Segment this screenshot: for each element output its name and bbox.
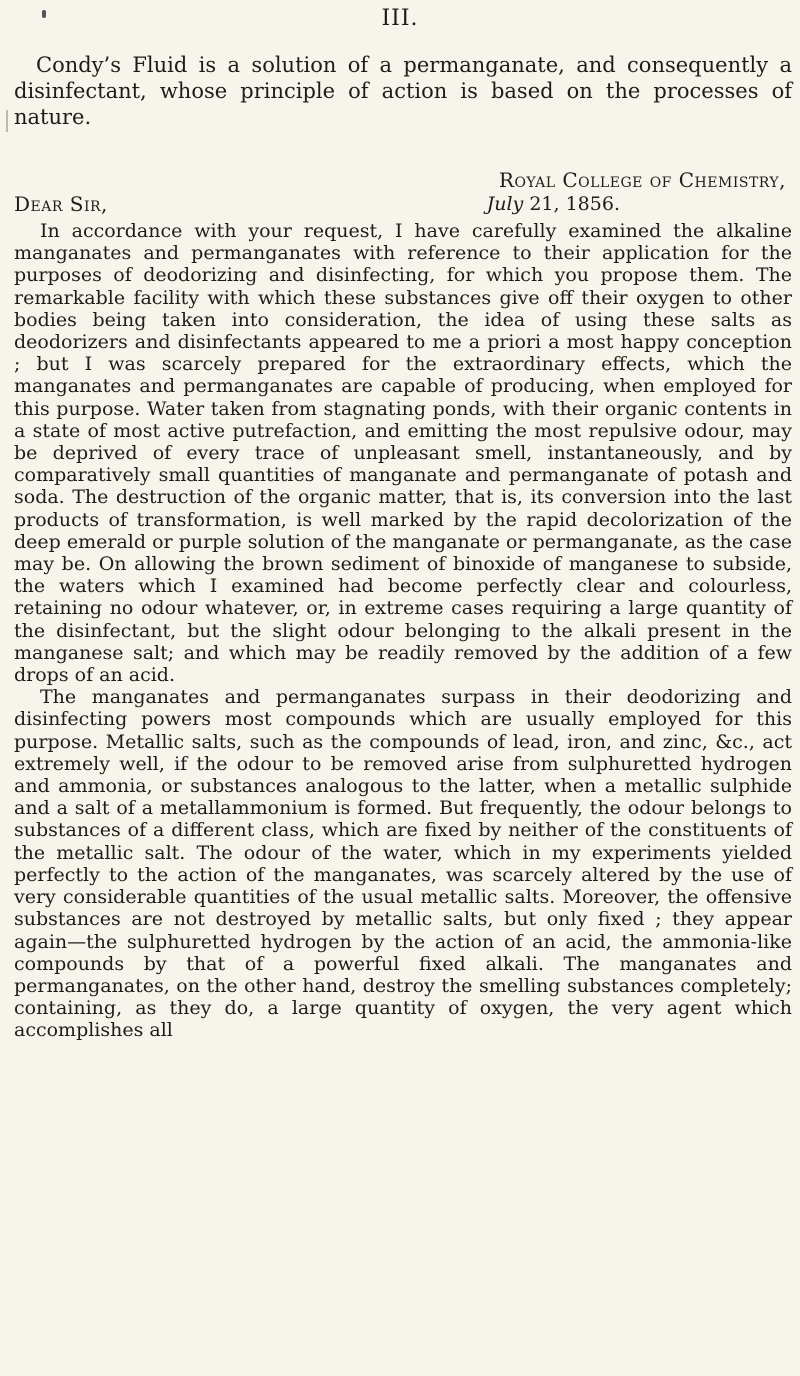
letter-header <box>14 168 786 216</box>
institution-name: Royal College of Chemistry, <box>498 168 786 192</box>
margin-shadow <box>6 110 8 132</box>
letter-paragraph-1: In accordance with your request, I have carefully examined the alkaline manganates and permanganates with reference to their application for the purposes of deodorizing and disinfecting, for which you propose them. The remarkable facility with which these substances give off their oxygen to other bodies being taken into consideration, the idea of using these salts as deodorizers and disinfectants appeared to me a priori a most happy conception ; but I was scarcely prepared for the extraordinary effects, which the manganates and permanganates are capable of producing, when employed for this purpose. Water taken from stagnating ponds, with their organic contents in a state of most active putrefaction, and emitting the most repulsive odour, may be deprived of every trace of unpleasant smell, instantaneously, and by comparatively small quantities of manganate and permanganate of potash and soda. The destruction of the organic matter, that is, its conversion into the last products of transformation, is well marked by the rapid decolorization of the deep emerald or purple solution of the manganate or permanganate, as the case may be. On allowing the brown sediment of binoxide of manganese to subside, the waters which I examined had become perfectly clear and colourless, retaining no odour whatever, or, in extreme cases requiring a large quantity of the disinfectant, but the slight odour belonging to the alkali present in the manganese salt; and which may be readily removed by the addition of a few drops of an acid. <box>14 220 792 687</box>
intro-text: Condy’s Fluid is a solution of a permanganate, and consequently a disinfectant, whose principle of action is based on the processes of nature. <box>14 53 792 129</box>
letter-paragraph-2: The manganates and permanganates surpass in their deodorizing and disinfecting powers most compounds which are usually employed for this purpose. Metallic salts, such as the compounds of lead, iron, and zinc, &c., act extremely well, if the odour to be removed arise from sulphuretted hydrogen and ammonia, or substances analogous to the latter, when a metallic sulphide and a salt of a metallammonium is formed. But frequently, the odour belongs to substances of a different class, which are fixed by neither of the constituents of the metallic salt. The odour of the water, which in my experiments yielded perfectly to the action of the manganates, was scarcely altered by the use of very considerable quantities of the usual metallic salts. Moreover, the offensive substances are not destroyed by metallic salts, but only fixed ; they appear again—the sulphuretted hydrogen by the action of an acid, the ammonia-like compounds by that of a powerful fixed alkali. The manganates and permanganates, on the other hand, destroy the smelling substances completely; containing, as they do, a large quantity of oxygen, the very agent which accomplishes all <box>14 686 792 1042</box>
page-number: III. <box>381 6 419 31</box>
letter-date-day-year: 21, 1856. <box>523 193 620 215</box>
salutation-row <box>14 192 786 216</box>
letter-date <box>487 192 620 216</box>
letter-body <box>14 220 792 1042</box>
salutation: Dear Sir, <box>14 192 108 216</box>
letter-date-month: July <box>486 193 524 215</box>
intro-paragraph <box>14 52 792 130</box>
